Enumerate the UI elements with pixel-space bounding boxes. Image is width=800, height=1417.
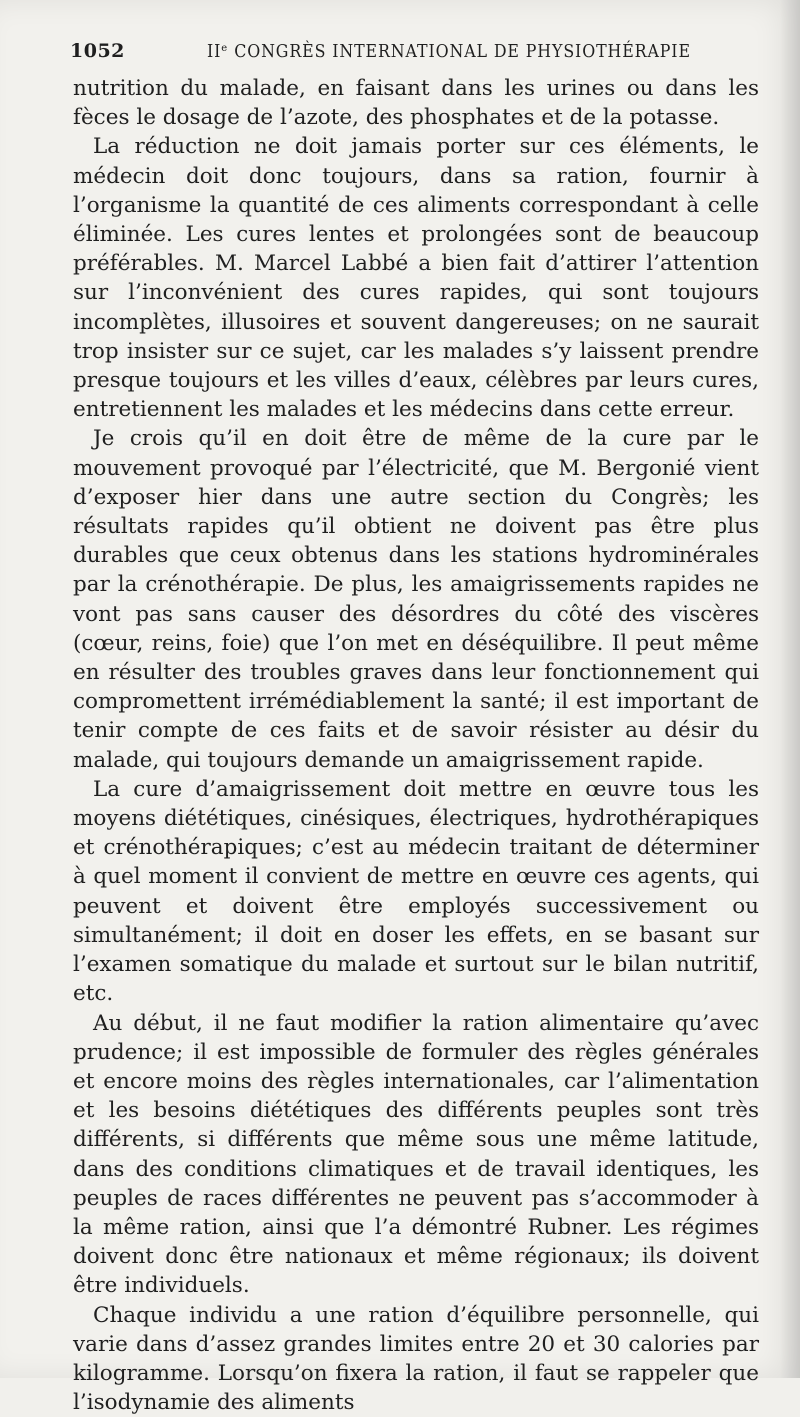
paragraph: Au début, il ne faut modifier la ration alimentaire qu’avec prudence; il est impossible de formuler des règles générales et encore moins des règles internationales, car l’alimentation et les besoins diététiques des différents peuples sont très différents, si différents que même sous une même latitude, dans des conditions climatiques et de travail identiques, les peuples de races différentes ne peuvent pas s’accommoder à la même ration, ainsi que l’a démontré Rubner. Les régimes doivent donc être nationaux et même régionaux; ils doivent être individuels. — [73, 1010, 759, 1299]
page-number: 1052 — [70, 40, 125, 62]
paragraph: La réduction ne doit jamais porter sur ces éléments, le médecin doit donc toujours, dans sa ration, fournir à l’organisme la quantité de ces aliments correspondant à celle éliminée. Les cures lentes et prolongées sont de beaucoup préférables. M. Marcel Labbé a bien fait d’attirer l’attention sur l’inconvénient des cures rapides, qui sont toujours incomplètes, illusoires et souvent dangereuses; on ne saurait trop insister sur ce sujet, car les malades s’y laissent prendre presque toujours et les villes d’eaux, célèbres par leurs cures, entretiennent les malades et les médecins dans cette erreur. — [73, 134, 759, 423]
paragraph: Je crois qu’il en doit être de même de la cure par le mouvement provoqué par l’électricité, que M. Bergonié vient d’exposer hier dans une autre section du Congrès; les résultats rapides qu’il obtient ne doivent pas être plus durables que ceux obtenus dans les stations hydrominérales par la crénothérapie. De plus, les amaigrissements rapides ne vont pas sans causer des désordres du côté des viscères (cœur, reins, foie) que l’on met en déséquilibre. Il peut même en résulter des troubles graves dans leur fonctionnement qui compromettent irrémédiablement la santé; il est important de tenir compte de ces faits et de savoir résister au désir du malade, qui toujours demande un amaigrissement rapide. — [73, 426, 759, 773]
paragraph-continuation: nutrition du malade, en faisant dans les urines ou dans les fèces le dosage de l’azote, des phosphates et de la potasse. — [73, 76, 759, 131]
page-shadow — [780, 0, 800, 1378]
page-header — [70, 40, 760, 68]
paragraph: La cure d’amaigrissement doit mettre en œuvre tous les moyens diététiques, cinésiques, électriques, hydrothérapiques et crénothérapiques; c’est au médecin traitant de déterminer à quel moment il convient de mettre en œuvre ces agents, qui peuvent et doivent être employés successivement ou simultanément; il doit en doser les effets, en se basant sur l’examen somatique du malade et surtout sur le bilan nutritif, etc. — [73, 776, 759, 1007]
running-head: IIᵉ CONGRÈS INTERNATIONAL DE PHYSIOTHÉRAPIE — [207, 41, 691, 62]
paragraph: Chaque individu a une ration d’équilibre personnelle, qui varie dans d’assez grandes limites entre 20 et 30 calories par kilogramme. Lorsqu’on fixera la ration, il faut se rappeler que l’isodynamie des aliments — [73, 1302, 759, 1416]
body-text — [73, 74, 759, 1417]
